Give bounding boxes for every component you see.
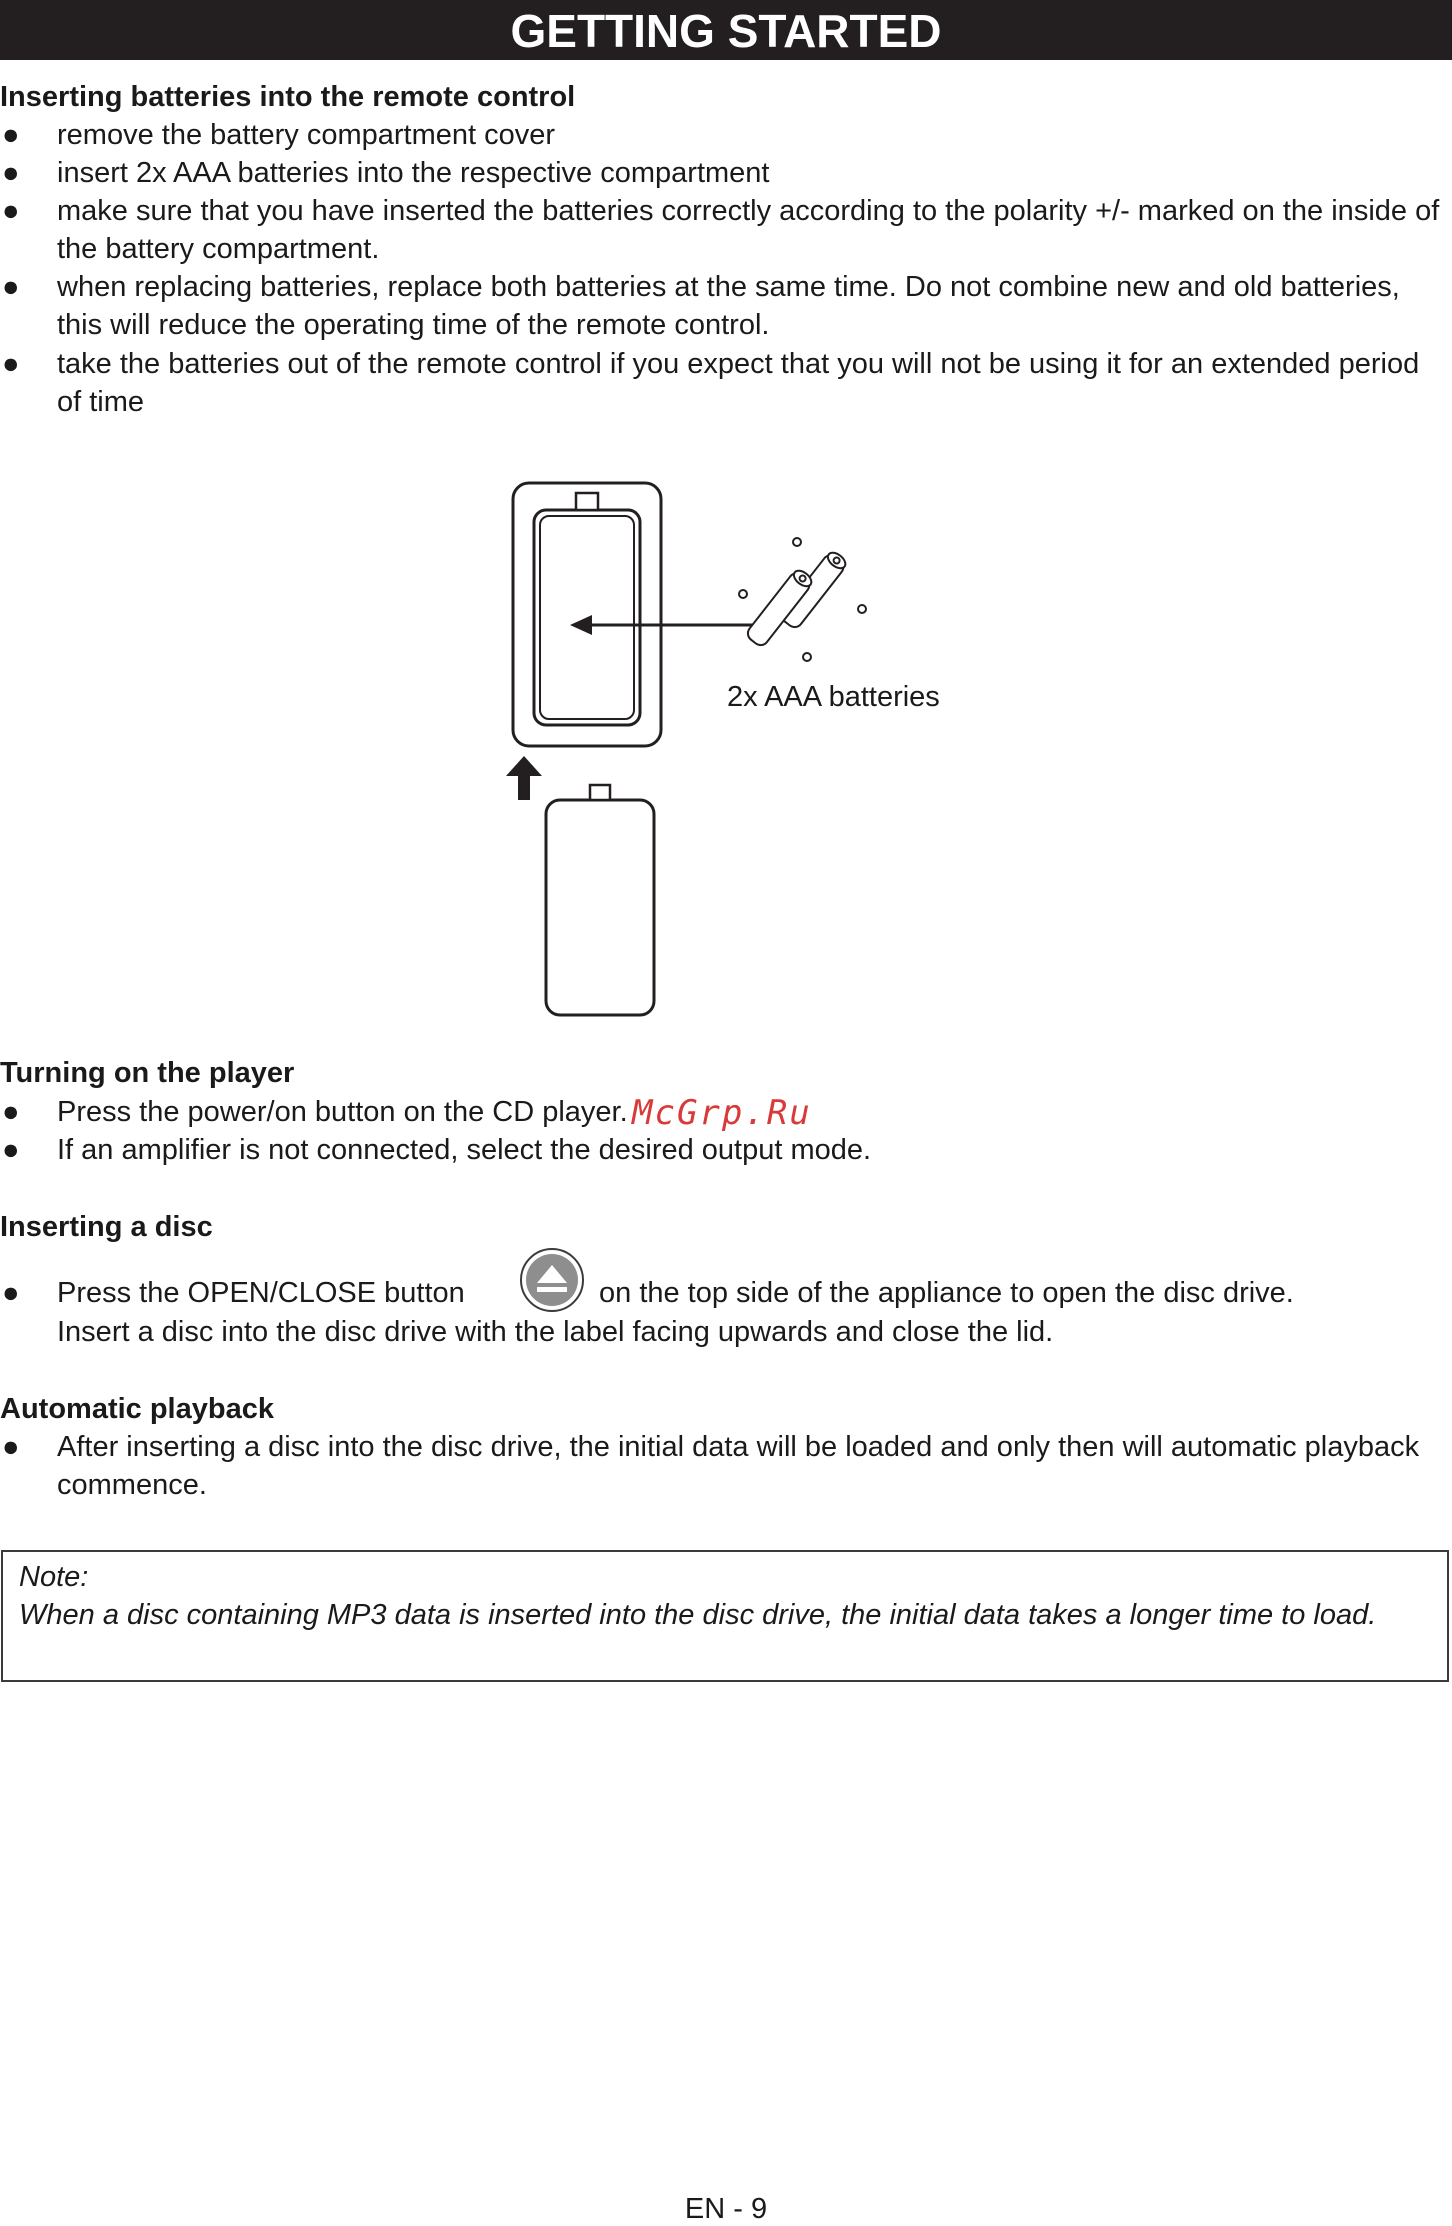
note-title: Note: [19,1561,89,1593]
remote-control-drawing [513,483,661,746]
note-box [1,1550,1449,1682]
battery-label: 2x AAA batteries [727,681,940,713]
battery-cover-drawing [546,785,654,1015]
list-item-text: If an amplifier is not connected, select the desired output mode. [57,1134,872,1166]
section-heading-batteries: Inserting batteries into the remote control [0,81,576,113]
list-item-text-after-icon: on the top side of the appliance to open the disc drive. [599,1277,1294,1309]
note-text: When a disc containing MP3 data is inserted into the disc drive, the initial data takes a longer time to load. [19,1599,1377,1631]
list-item-text-before-icon: Press the OPEN/CLOSE button [57,1277,465,1309]
watermark: McGrp.Ru [632,1093,812,1133]
page-title: GETTING STARTED [0,0,1452,60]
list-item-text: make sure that you have inserted the batteries correctly according to the polarity +/- marked on the inside of the battery compartment. [57,195,1440,265]
list-item-text: take the batteries out of the remote control if you expect that you will not be using it for an extended period of time [57,348,1420,418]
section-heading-automatic-playback: Automatic playback [0,1393,274,1425]
bullet: ● [2,348,20,380]
battery-insertion-illustration [0,460,1452,1040]
bullet: ● [2,119,20,151]
bullet: ● [2,195,20,227]
list-item-text: Press the power/on button on the CD player. [57,1096,628,1128]
up-arrow [506,756,542,800]
bullet: ● [2,1134,20,1166]
bullet: ● [2,1277,20,1309]
bullet: ● [2,271,20,303]
list-item-text: Insert a disc into the disc drive with the label facing upwards and close the lid. [57,1316,1054,1348]
list-item-text: remove the battery compartment cover [57,119,556,151]
page-number: EN - 9 [684,2193,768,2225]
list-item-text: After inserting a disc into the disc drive, the initial data will be loaded and only then will automatic playback commence. [57,1431,1420,1501]
bullet: ● [2,1431,20,1463]
section-heading-turning-on: Turning on the player [0,1057,295,1089]
bullet: ● [2,157,20,189]
list-item-text: when replacing batteries, replace both batteries at the same time. Do not combine new and old batteries, this will reduce the operating time of the remote control. [57,271,1400,341]
eject-icon [520,1248,584,1312]
aaa-batteries-drawing [739,538,866,661]
eject-symbol [526,1254,578,1306]
bullet: ● [2,1096,20,1128]
section-heading-inserting-disc: Inserting a disc [0,1211,213,1243]
list-item-text: insert 2x AAA batteries into the respective compartment [57,157,770,189]
